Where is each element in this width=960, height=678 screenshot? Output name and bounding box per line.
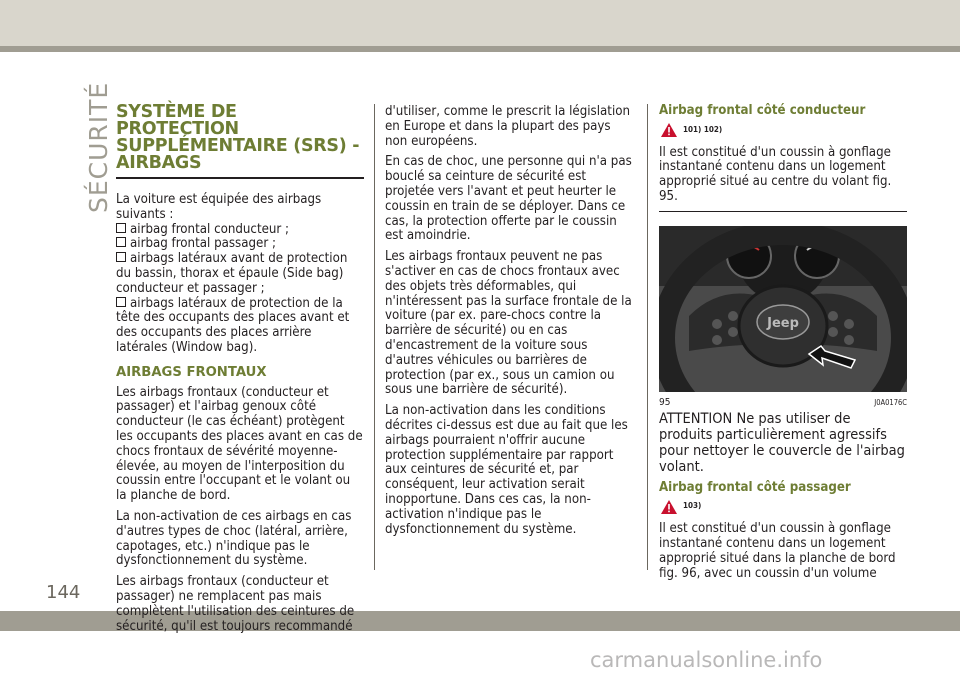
section-title: AIRBAGS FRONTAUX <box>116 364 267 380</box>
figure-code: J0A0176C <box>874 397 907 407</box>
bullet-item <box>116 237 364 252</box>
checkbox-bullet-icon <box>116 252 126 262</box>
column-divider-1 <box>374 104 375 570</box>
warning-numbers: 103) <box>683 501 702 511</box>
bullet-text: airbag frontal passager ; <box>130 236 276 252</box>
bullet-item <box>116 252 364 296</box>
subsection-heading-driver: Airbag frontal côté conducteur <box>659 103 866 118</box>
bullet-item <box>116 223 364 238</box>
paragraph: Il est constitué d'un coussin à gonflage instantané contenu dans un logement approprié situé dans la planche de bord fig. 96, avec un coussin d'un volume <box>659 521 896 581</box>
bullet-item <box>116 297 364 356</box>
jeep-logo-text: Jeep <box>767 315 799 331</box>
bullet-list <box>116 223 364 356</box>
title-rule <box>116 177 364 179</box>
column-1 <box>116 104 364 640</box>
paragraph: La non-activation de ces airbags en cas d'autres types de choc (latéral, arrière, capotages, etc.) n'indique pas le dysfonctionnement du système. <box>116 508 352 569</box>
figure-95 <box>659 220 907 388</box>
section-side-tab-label: SÉCURITÉ <box>84 81 113 213</box>
warning-numbers: 101) 102) <box>683 124 723 134</box>
subsection-heading-passenger: Airbag frontal côté passager <box>659 479 851 495</box>
paragraph: d'utiliser, comme le prescrit la législation en Europe et dans la plupart des pays non européens. <box>385 104 631 149</box>
bullet-text: airbags latéraux avant de protection du bassin, thorax et épaule (Side bag) conducteur et passager ; <box>116 251 348 296</box>
section-side-tab <box>46 81 113 228</box>
column-3 <box>659 104 907 587</box>
steering-wheel-photo <box>659 226 907 392</box>
steering-wheel-illustration <box>659 226 907 392</box>
figure-caption <box>659 396 907 411</box>
paragraph: Il est constitué d'un coussin à gonflage instantané contenu dans un logement approprié situé au centre du volant fig. 95. <box>659 144 892 204</box>
warning-reference <box>661 499 907 514</box>
paragraph: La non-activation dans les conditions décrites ci-dessus est due au fait que les airbags pourraient n'offrir aucune protection supplémentaire par rapport aux ceintures de sécurité et, par conséquent, leur activation serait inopportune. Dans ces cas, la non-activation n'indique pas le dysfonctionnement du système. <box>385 403 628 537</box>
checkbox-bullet-icon <box>116 237 126 247</box>
warning-reference <box>661 123 907 138</box>
paragraph: Les airbags frontaux (conducteur et passager) ne remplacent pas mais complètent l'utilisation des ceintures de sécurité, qu'il est toujours recommandé <box>116 574 355 634</box>
warning-triangle-icon <box>661 123 677 137</box>
paragraph: Les airbags frontaux (conducteur et passager) et l'airbag genoux côté conducteur (le cas échéant) protègent les occupants des places avant en cas de chocs frontaux de sévérité moyenne-élevée, au moyen de l'interposition du coussin entre l'occupant et le volant ou la planche de bord. <box>116 384 363 504</box>
chapter-title-line-1: SYSTÈME DE PROTECTION <box>116 102 239 139</box>
bullet-text: airbags latéraux de protection de la tête des occupants des places avant et des occupants des places arrière latérales (Window bag). <box>116 295 350 355</box>
watermark: carmanualsonline.info <box>590 648 823 672</box>
checkbox-bullet-icon <box>116 297 126 307</box>
column-2 <box>385 105 633 543</box>
header-band-line <box>0 46 960 52</box>
intro-text: La voiture est équipée des airbags suivants : <box>116 192 322 222</box>
figure-top-rule <box>659 211 907 212</box>
warning-triangle-icon <box>661 500 677 514</box>
paragraph: En cas de choc, une personne qui n'a pas bouclé sa ceinture de sécurité est projetée vers l'avant et peut heurter le coussin en train de se déployer. Dans ce cas, la protection offerte par le coussin est amoindrie. <box>385 154 632 244</box>
page-number: 144 <box>46 582 81 603</box>
chapter-title <box>116 104 364 172</box>
chapter-title-line-2: SUPPLÉMENTAIRE (SRS) - <box>116 136 360 156</box>
header-band <box>0 0 960 52</box>
paragraph: Les airbags frontaux peuvent ne pas s'activer en cas de chocs frontaux avec des objets très déformables, qui n'intéressent pas la surface frontale de la voiture (par ex. pare-chocs contre la barrière de sécurité) ou en cas d'encastrement de la voiture sous d'autres véhicules ou barrières de protection (par ex., sous un camion ou sous une barrière de sécurité). <box>385 249 632 398</box>
chapter-title-line-3: AIRBAGS <box>116 153 202 173</box>
figure-number: 95 <box>659 396 671 408</box>
bullet-text: airbag frontal conducteur ; <box>130 221 290 237</box>
column-divider-2 <box>647 104 648 570</box>
attention-note: ATTENTION Ne pas utiliser de produits particulièrement agressifs pour nettoyer le couvercle de l'airbag volant. <box>659 410 905 475</box>
checkbox-bullet-icon <box>116 223 126 233</box>
